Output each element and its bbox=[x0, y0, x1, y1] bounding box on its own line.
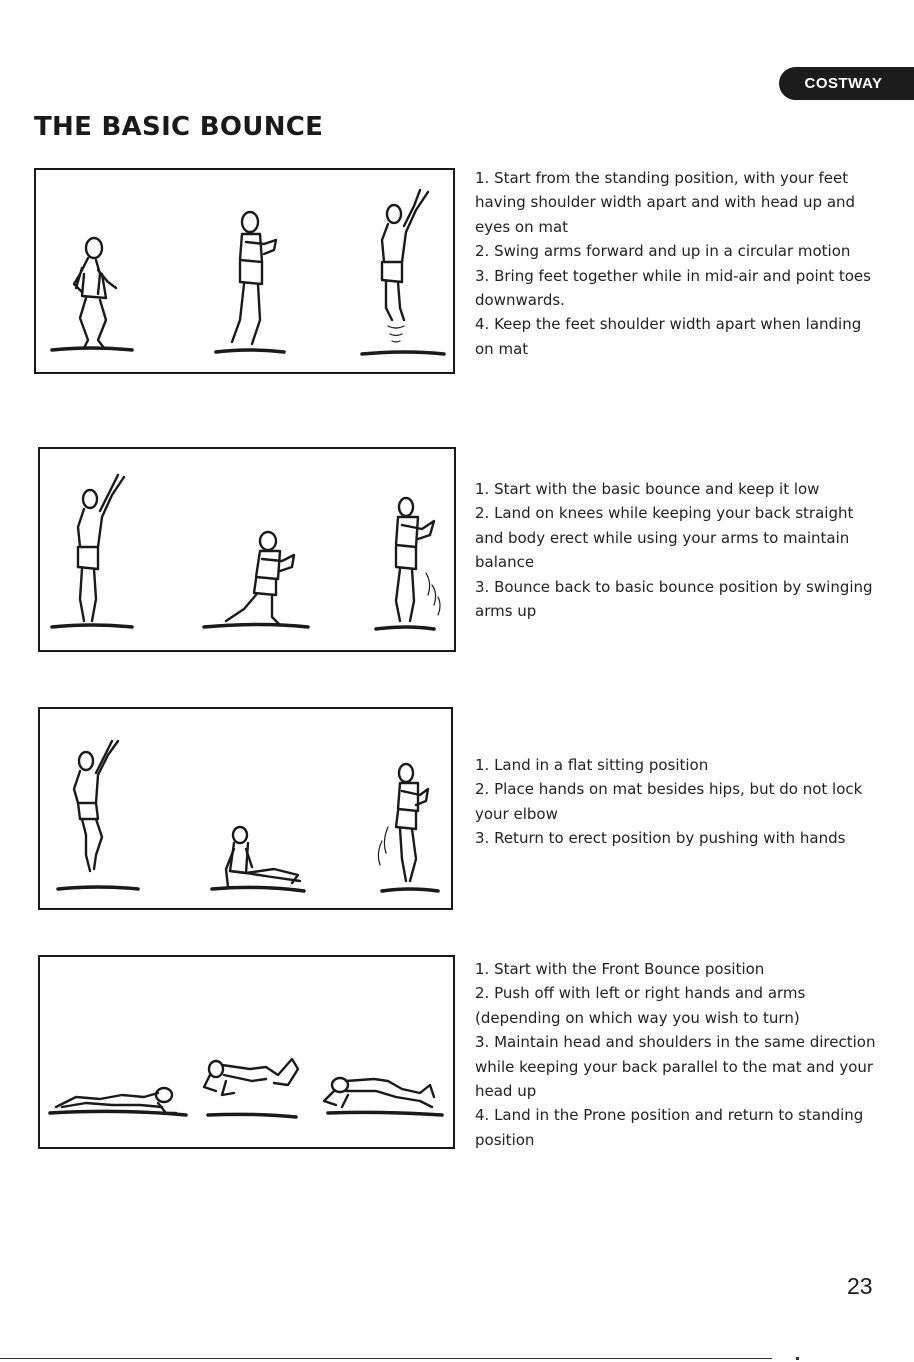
bounce-figures-illustration bbox=[36, 170, 453, 372]
step-item: 2. Swing arms forward and up in a circular motion bbox=[475, 242, 851, 261]
step-item: 1. Land in a flat sitting position bbox=[475, 756, 709, 774]
step-item: 2. Land on knees while keeping your back straight and body erect while using your arms to maintain balance bbox=[475, 504, 854, 572]
page-title: THE BASIC BOUNCE bbox=[34, 112, 324, 142]
illustration-seat-drop bbox=[38, 707, 453, 910]
step-item: 1. Start from the standing position, with your feet having shoulder width apart and with head up and eyes on mat bbox=[475, 169, 856, 236]
seat-drop-figures-illustration bbox=[40, 709, 451, 908]
illustration-knee-drop bbox=[38, 447, 456, 652]
footer-rule bbox=[0, 1358, 772, 1359]
illustration-standing-bounce bbox=[34, 168, 455, 374]
step-item: 2. Push off with left or right hands and arms (depending on which way you wish to turn) bbox=[475, 984, 806, 1027]
section-1-steps bbox=[475, 166, 880, 361]
section-2-steps bbox=[475, 477, 880, 623]
page-number: 23 bbox=[847, 1273, 873, 1299]
brand-badge bbox=[779, 67, 914, 100]
turn-table-figures-illustration bbox=[40, 957, 453, 1147]
section-4-steps bbox=[475, 957, 880, 1152]
step-item: 1. Start with the basic bounce and keep it low bbox=[475, 480, 820, 498]
section-3-steps bbox=[475, 753, 880, 851]
footer-mark bbox=[796, 1357, 799, 1360]
step-item: 3. Bounce back to basic bounce position by swinging arms up bbox=[475, 577, 873, 621]
brand-label: COSTWAY bbox=[804, 75, 883, 92]
illustration-turn-table bbox=[38, 955, 455, 1149]
knee-drop-figures-illustration bbox=[40, 449, 454, 650]
step-item: 4. Land in the Prone position and return to standing position bbox=[475, 1106, 864, 1149]
step-item: 2. Place hands on mat besides hips, but do not lock your elbow bbox=[475, 780, 863, 823]
step-item: 4. Keep the feet shoulder width apart when landing on mat bbox=[475, 315, 862, 358]
step-item: 3. Return to erect position by pushing with hands bbox=[475, 829, 846, 848]
step-item: 1. Start with the Front Bounce position bbox=[475, 960, 765, 978]
step-item: 3. Bring feet together while in mid-air and point toes downwards. bbox=[475, 266, 871, 310]
step-item: 3. Maintain head and shoulders in the same direction while keeping your back parallel to the mat and your head up bbox=[475, 1033, 876, 1101]
